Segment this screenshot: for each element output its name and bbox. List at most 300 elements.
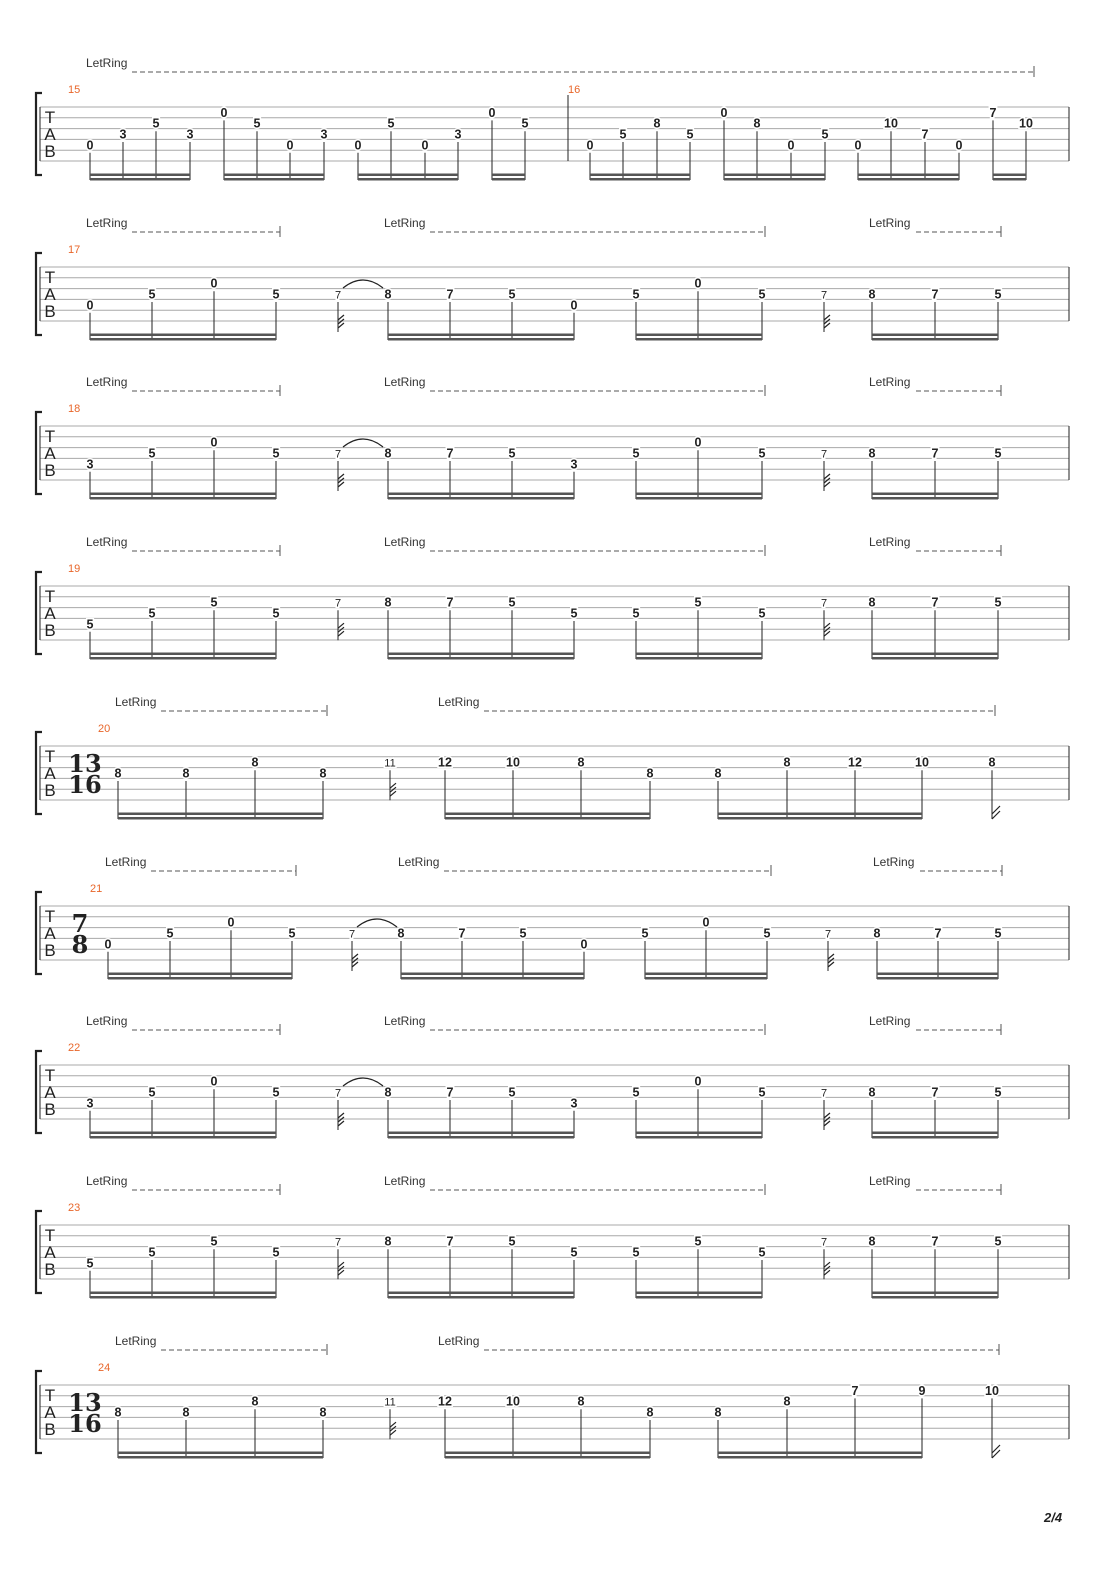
tab-clef-letter: T — [44, 747, 56, 766]
fret-number: 8 — [653, 116, 661, 131]
tab-system — [36, 375, 1069, 500]
beam — [358, 178, 458, 181]
beam — [872, 497, 998, 500]
fret-number: 10 — [1019, 116, 1033, 131]
fret-number: 3 — [86, 1096, 94, 1111]
fret-number: 8 — [714, 1405, 722, 1420]
grace-note-fret: 7 — [348, 928, 356, 941]
fret-number: 3 — [570, 457, 578, 472]
fret-number: 8 — [384, 595, 392, 610]
measure-number: 23 — [68, 1202, 81, 1214]
tab-clef-letter: T — [44, 1066, 56, 1085]
system-bracket — [36, 1371, 42, 1453]
beam — [877, 973, 998, 976]
fret-number: 0 — [220, 105, 228, 120]
tab-system — [36, 535, 1069, 660]
fret-number: 3 — [186, 127, 194, 142]
measure-number: 22 — [68, 1042, 81, 1054]
fret-number: 0 — [86, 298, 94, 313]
system-bracket — [36, 253, 42, 335]
fret-number: 5 — [632, 287, 640, 302]
fret-number: 5 — [148, 446, 156, 461]
beam — [90, 1296, 276, 1299]
fret-number: 5 — [994, 1085, 1002, 1100]
tab-clef-letter: B — [44, 1100, 56, 1119]
fret-number: 9 — [918, 1383, 926, 1398]
fret-number: 0 — [694, 276, 702, 291]
fret-number: 8 — [868, 595, 876, 610]
beam — [636, 657, 762, 660]
fret-number: 3 — [570, 1096, 578, 1111]
fret-number: 8 — [988, 755, 996, 770]
tab-system — [36, 56, 1069, 181]
fret-number: 0 — [86, 138, 94, 153]
beam — [645, 973, 767, 976]
measure-number: 18 — [68, 403, 81, 415]
fret-number: 5 — [521, 116, 529, 131]
fret-number: 5 — [632, 606, 640, 621]
tab-clef-letter: T — [44, 427, 56, 446]
fret-number: 8 — [577, 755, 585, 770]
tab-clef-letter: B — [44, 781, 56, 800]
beam — [90, 174, 190, 177]
grace-note-fret: 11 — [384, 1396, 396, 1409]
beam — [388, 657, 574, 660]
let-ring-label: LetRing — [86, 535, 128, 549]
let-ring-label: LetRing — [86, 1174, 128, 1188]
beam — [590, 178, 690, 181]
fret-number: 8 — [868, 1085, 876, 1100]
beam — [872, 657, 998, 660]
system-bracket — [36, 732, 42, 814]
let-ring-label: LetRing — [869, 1014, 911, 1028]
beam — [636, 1136, 762, 1139]
fret-number: 0 — [586, 138, 594, 153]
grace-note-fret: 7 — [334, 1236, 342, 1249]
fret-number: 12 — [438, 755, 452, 770]
fret-number: 8 — [753, 116, 761, 131]
tab-clef-letter: A — [44, 444, 56, 463]
fret-number: 8 — [873, 926, 881, 941]
let-ring-label: LetRing — [384, 216, 426, 230]
fret-number: 7 — [989, 105, 997, 120]
beam — [388, 493, 574, 496]
fret-number: 0 — [694, 435, 702, 450]
beam — [724, 178, 825, 181]
beam — [388, 338, 574, 341]
tab-clef-letter: B — [44, 302, 56, 321]
let-ring-label: LetRing — [438, 695, 480, 709]
beam — [388, 653, 574, 656]
fret-number: 8 — [868, 1234, 876, 1249]
beam — [636, 338, 762, 341]
fret-number: 0 — [702, 915, 710, 930]
fret-number: 5 — [508, 446, 516, 461]
time-signature-top: 7 — [71, 909, 89, 938]
fret-number: 8 — [319, 766, 327, 781]
beam — [90, 653, 276, 656]
beam — [993, 178, 1026, 181]
beam — [388, 497, 574, 500]
tab-clef-letter: B — [44, 941, 56, 960]
fret-number: 5 — [152, 116, 160, 131]
fret-number: 5 — [619, 127, 627, 142]
beam — [718, 1456, 922, 1459]
tab-clef-letter: A — [44, 924, 56, 943]
fret-number: 7 — [446, 287, 454, 302]
fret-number: 5 — [632, 1245, 640, 1260]
fret-number: 8 — [384, 1085, 392, 1100]
fret-number: 10 — [506, 755, 520, 770]
beam — [993, 174, 1026, 177]
grace-note-fret: 7 — [334, 597, 342, 610]
beam — [388, 1132, 574, 1135]
fret-number: 3 — [86, 457, 94, 472]
fret-number: 5 — [148, 1085, 156, 1100]
beam — [858, 178, 959, 181]
fret-number: 8 — [783, 1394, 791, 1409]
time-signature-top: 13 — [68, 749, 102, 778]
measure-number: 17 — [68, 244, 81, 256]
tab-clef-letter: T — [44, 587, 56, 606]
fret-number: 5 — [632, 446, 640, 461]
fret-number: 0 — [580, 937, 588, 952]
fret-number: 5 — [570, 1245, 578, 1260]
fret-number: 5 — [570, 606, 578, 621]
grace-note-fret: 7 — [824, 928, 832, 941]
fret-number: 5 — [210, 595, 218, 610]
beam — [401, 973, 584, 976]
tab-clef-letter: B — [44, 461, 56, 480]
fret-number: 5 — [148, 606, 156, 621]
fret-number: 7 — [921, 127, 929, 142]
beam — [492, 174, 525, 177]
let-ring-label: LetRing — [869, 216, 911, 230]
let-ring-label: LetRing — [384, 375, 426, 389]
fret-number: 10 — [915, 755, 929, 770]
beam — [90, 334, 276, 337]
fret-number: 0 — [720, 105, 728, 120]
beam — [718, 817, 922, 820]
fret-number: 5 — [641, 926, 649, 941]
beam — [645, 977, 767, 980]
fret-number: 5 — [148, 1245, 156, 1260]
fret-number: 8 — [384, 287, 392, 302]
fret-number: 8 — [646, 766, 654, 781]
beam — [636, 653, 762, 656]
time-signature-bottom: 16 — [68, 770, 102, 799]
fret-number: 5 — [387, 116, 395, 131]
fret-number: 7 — [446, 1234, 454, 1249]
fret-number: 5 — [519, 926, 527, 941]
tab-clef-letter: T — [44, 108, 56, 127]
beam — [724, 174, 825, 177]
fret-number: 8 — [714, 766, 722, 781]
beam — [388, 1292, 574, 1295]
beam — [872, 1296, 998, 1299]
beam — [636, 334, 762, 337]
beam — [590, 174, 690, 177]
fret-number: 8 — [114, 1405, 122, 1420]
fret-number: 5 — [821, 127, 829, 142]
system-bracket — [36, 412, 42, 494]
beam — [445, 1452, 650, 1455]
fret-number: 0 — [210, 435, 218, 450]
system-bracket — [36, 1211, 42, 1293]
fret-number: 7 — [446, 1085, 454, 1100]
fret-number: 5 — [86, 1256, 94, 1271]
measure-number: 16 — [568, 84, 581, 96]
tab-clef-letter: T — [44, 268, 56, 287]
beam — [636, 1296, 762, 1299]
fret-number: 0 — [210, 276, 218, 291]
beam — [445, 1456, 650, 1459]
tab-clef-letter: A — [44, 285, 56, 304]
let-ring-label: LetRing — [86, 375, 128, 389]
beam — [358, 174, 458, 177]
fret-number: 5 — [694, 1234, 702, 1249]
tab-clef-letter: A — [44, 1083, 56, 1102]
grace-note-fret: 7 — [820, 1236, 828, 1249]
beam — [872, 493, 998, 496]
tab-clef-letter: B — [44, 1420, 56, 1439]
fret-number: 8 — [384, 1234, 392, 1249]
fret-number: 3 — [320, 127, 328, 142]
beam — [872, 338, 998, 341]
fret-number: 8 — [646, 1405, 654, 1420]
measure-number: 15 — [68, 84, 81, 96]
let-ring-label: LetRing — [86, 1014, 128, 1028]
beam — [445, 817, 650, 820]
let-ring-label: LetRing — [86, 56, 128, 70]
beam — [90, 493, 276, 496]
beam — [636, 1132, 762, 1135]
let-ring-label: LetRing — [398, 855, 440, 869]
time-signature-bottom: 8 — [71, 930, 89, 959]
tie-arc — [343, 280, 383, 288]
fret-number: 7 — [931, 287, 939, 302]
beam — [636, 1292, 762, 1295]
fret-number: 3 — [119, 127, 127, 142]
fret-number: 5 — [686, 127, 694, 142]
fret-number: 12 — [438, 1394, 452, 1409]
measure-number: 21 — [90, 883, 103, 895]
beam — [90, 497, 276, 500]
fret-number: 5 — [272, 1085, 280, 1100]
fret-number: 8 — [384, 446, 392, 461]
fret-number: 5 — [166, 926, 174, 941]
fret-number: 12 — [848, 755, 862, 770]
beam — [118, 817, 323, 820]
beam — [445, 813, 650, 816]
fret-number: 5 — [508, 287, 516, 302]
grace-note-fret: 11 — [384, 757, 396, 770]
fret-number: 8 — [577, 1394, 585, 1409]
fret-number: 0 — [421, 138, 429, 153]
tab-system — [36, 216, 1069, 341]
fret-number: 0 — [570, 298, 578, 313]
beam — [108, 973, 292, 976]
beam — [388, 334, 574, 337]
system-bracket — [36, 1051, 42, 1133]
fret-number: 5 — [272, 606, 280, 621]
let-ring-label: LetRing — [438, 1334, 480, 1348]
beam — [118, 1452, 323, 1455]
beam — [90, 338, 276, 341]
grace-note-fret: 7 — [820, 289, 828, 302]
tab-clef-letter: T — [44, 907, 56, 926]
fret-number: 10 — [985, 1383, 999, 1398]
beam — [90, 657, 276, 660]
system-bracket — [36, 93, 42, 175]
fret-number: 8 — [868, 446, 876, 461]
grace-note-fret: 7 — [334, 1087, 342, 1100]
beam — [90, 1136, 276, 1139]
beam — [108, 977, 292, 980]
fret-number: 0 — [286, 138, 294, 153]
tab-clef-letter: B — [44, 142, 56, 161]
tab-clef-letter: T — [44, 1226, 56, 1245]
fret-number: 5 — [758, 1245, 766, 1260]
fret-number: 7 — [446, 595, 454, 610]
let-ring-label: LetRing — [86, 216, 128, 230]
tab-system — [36, 1174, 1069, 1299]
grace-note-fret: 7 — [334, 289, 342, 302]
fret-number: 10 — [506, 1394, 520, 1409]
fret-number: 5 — [758, 1085, 766, 1100]
fret-number: 8 — [114, 766, 122, 781]
fret-number: 0 — [104, 937, 112, 952]
beam — [872, 1292, 998, 1295]
fret-number: 7 — [931, 446, 939, 461]
let-ring-label: LetRing — [115, 1334, 157, 1348]
fret-number: 8 — [319, 1405, 327, 1420]
measure-number: 24 — [98, 1362, 111, 1374]
beam — [388, 1136, 574, 1139]
tab-clef-letter: A — [44, 125, 56, 144]
let-ring-label: LetRing — [384, 1014, 426, 1028]
fret-number: 0 — [787, 138, 795, 153]
fret-number: 0 — [354, 138, 362, 153]
fret-number: 7 — [931, 1234, 939, 1249]
tab-system — [36, 1014, 1069, 1139]
fret-number: 8 — [182, 1405, 190, 1420]
fret-number: 3 — [454, 127, 462, 142]
page-number: 2/4 — [1044, 1510, 1063, 1525]
fret-number: 0 — [854, 138, 862, 153]
grace-note-fret: 7 — [820, 1087, 828, 1100]
time-signature-bottom: 16 — [68, 1409, 102, 1438]
beam — [492, 178, 525, 181]
fret-number: 5 — [694, 595, 702, 610]
tie-arc — [357, 919, 397, 927]
fret-number: 5 — [288, 926, 296, 941]
fret-number: 5 — [272, 446, 280, 461]
let-ring-label: LetRing — [384, 535, 426, 549]
beam — [224, 178, 324, 181]
fret-number: 5 — [148, 287, 156, 302]
fret-number: 5 — [272, 1245, 280, 1260]
fret-number: 5 — [210, 1234, 218, 1249]
time-signature-top: 13 — [68, 1388, 102, 1417]
fret-number: 5 — [508, 1085, 516, 1100]
tab-clef-letter: B — [44, 1260, 56, 1279]
beam — [636, 497, 762, 500]
tab-clef-letter: A — [44, 1403, 56, 1422]
beam — [224, 174, 324, 177]
tab-system — [36, 855, 1069, 980]
beam — [90, 1292, 276, 1295]
tie-arc — [343, 439, 383, 447]
fret-number: 5 — [758, 446, 766, 461]
fret-number: 7 — [931, 595, 939, 610]
fret-number: 0 — [210, 1074, 218, 1089]
beam — [90, 1132, 276, 1135]
measure-number: 19 — [68, 563, 81, 575]
tab-system — [36, 695, 1069, 820]
beam — [872, 653, 998, 656]
tie-arc — [343, 1078, 383, 1086]
fret-number: 10 — [884, 116, 898, 131]
fret-number: 7 — [931, 1085, 939, 1100]
fret-number: 5 — [272, 287, 280, 302]
fret-number: 7 — [851, 1383, 859, 1398]
beam — [872, 1132, 998, 1135]
tab-system — [36, 1334, 1069, 1459]
beam — [401, 977, 584, 980]
fret-number: 5 — [632, 1085, 640, 1100]
fret-number: 8 — [251, 755, 259, 770]
fret-number: 7 — [446, 446, 454, 461]
let-ring-label: LetRing — [869, 375, 911, 389]
beam — [858, 174, 959, 177]
beam — [90, 178, 190, 181]
fret-number: 5 — [994, 926, 1002, 941]
grace-note-fret: 7 — [334, 448, 342, 461]
beam — [718, 1452, 922, 1455]
fret-number: 7 — [458, 926, 466, 941]
fret-number: 7 — [934, 926, 942, 941]
grace-note-fret: 7 — [820, 597, 828, 610]
fret-number: 5 — [253, 116, 261, 131]
fret-number: 5 — [758, 287, 766, 302]
fret-number: 5 — [763, 926, 771, 941]
let-ring-label: LetRing — [869, 1174, 911, 1188]
fret-number: 5 — [994, 595, 1002, 610]
fret-number: 8 — [251, 1394, 259, 1409]
beam — [872, 1136, 998, 1139]
tab-clef-letter: A — [44, 604, 56, 623]
fret-number: 0 — [694, 1074, 702, 1089]
tab-clef-letter: A — [44, 1243, 56, 1262]
fret-number: 5 — [508, 595, 516, 610]
beam — [636, 493, 762, 496]
fret-number: 0 — [227, 915, 235, 930]
beam — [388, 1296, 574, 1299]
fret-number: 0 — [488, 105, 496, 120]
system-bracket — [36, 572, 42, 654]
let-ring-label: LetRing — [115, 695, 157, 709]
fret-number: 5 — [994, 446, 1002, 461]
fret-number: 0 — [955, 138, 963, 153]
beam — [872, 334, 998, 337]
beam — [118, 1456, 323, 1459]
let-ring-label: LetRing — [873, 855, 915, 869]
tab-clef-letter: T — [44, 1386, 56, 1405]
fret-number: 5 — [994, 1234, 1002, 1249]
fret-number: 8 — [397, 926, 405, 941]
fret-number: 5 — [994, 287, 1002, 302]
